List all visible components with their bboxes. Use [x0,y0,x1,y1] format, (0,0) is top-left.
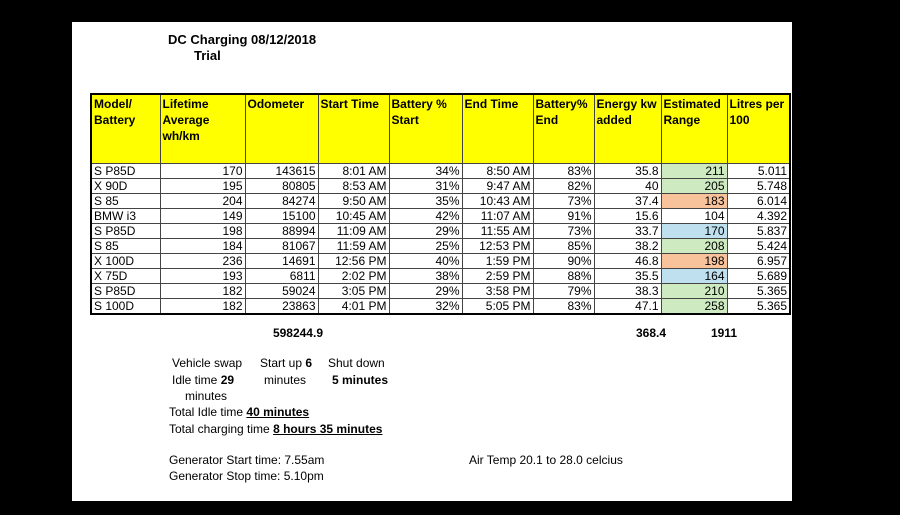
table-cell: 170 [661,224,727,239]
table-cell: 29% [389,284,462,299]
column-header: Litres per 100 [727,94,790,164]
table-cell: 90% [533,254,594,269]
table-cell: 3:05 PM [318,284,389,299]
table-cell: 143615 [245,164,318,179]
table-cell: 31% [389,179,462,194]
table-header-row [91,94,790,164]
generator-start: Generator Start time: 7.55am [169,453,325,467]
table-cell: 210 [661,284,727,299]
table-cell: 35.5 [594,269,661,284]
table-cell: 193 [160,269,245,284]
column-header: Battery % Start [389,94,462,164]
column-header: End Time [462,94,533,164]
table-cell: 83% [533,164,594,179]
table-cell: 6.014 [727,194,790,209]
table-cell: 5:05 PM [462,299,533,315]
table-cell: S P85D [91,164,160,179]
shutdown-label: Shut down [328,356,385,370]
table-row [91,224,790,239]
table-cell: 59024 [245,284,318,299]
table-row [91,299,790,315]
table-row [91,209,790,224]
table-cell: 14691 [245,254,318,269]
table-cell: X 100D [91,254,160,269]
table-cell: 182 [160,284,245,299]
table-cell: 5.365 [727,299,790,315]
table-cell: 81067 [245,239,318,254]
table-cell: 198 [661,254,727,269]
table-row [91,179,790,194]
total-odometer: 598244.9 [272,326,323,340]
table-cell: 5.748 [727,179,790,194]
table-cell: BMW i3 [91,209,160,224]
table-cell: X 90D [91,179,160,194]
table-cell: 37.4 [594,194,661,209]
swap-label: Vehicle swap [172,356,243,370]
table-cell: 73% [533,194,594,209]
startup-unit: minutes [264,373,307,387]
table-cell: 46.8 [594,254,661,269]
table-cell: 9:50 AM [318,194,389,209]
table-cell: S P85D [91,284,160,299]
table-cell: 88% [533,269,594,284]
table-cell: 12:53 PM [462,239,533,254]
table-row [91,254,790,269]
table-cell: 40 [594,179,661,194]
column-header: Model/ Battery [91,94,160,164]
column-header: Lifetime Average wh/km [160,94,245,164]
table-cell: 211 [661,164,727,179]
table-cell: 15.6 [594,209,661,224]
column-header: Estimated Range [661,94,727,164]
table-cell: 3:58 PM [462,284,533,299]
table-cell: 5.424 [727,239,790,254]
table-cell: 12:56 PM [318,254,389,269]
table-cell: 183 [661,194,727,209]
table-cell: 84274 [245,194,318,209]
table-cell: S P85D [91,224,160,239]
column-header: Odometer [245,94,318,164]
table-row [91,239,790,254]
table-cell: 25% [389,239,462,254]
table-cell: 40% [389,254,462,269]
table-cell: 5.011 [727,164,790,179]
column-header: Start Time [318,94,389,164]
table-cell: 149 [160,209,245,224]
table-cell: 5.365 [727,284,790,299]
table-cell: 11:59 AM [318,239,389,254]
table-cell: 42% [389,209,462,224]
table-cell: 73% [533,224,594,239]
total-energy: 368.4 [635,326,666,340]
table-cell: 79% [533,284,594,299]
table-cell: 85% [533,239,594,254]
idle-time: Idle time 29 [172,373,235,387]
table-cell: 2:59 PM [462,269,533,284]
table-cell: 195 [160,179,245,194]
table-cell: 38.3 [594,284,661,299]
table-cell: 9:47 AM [462,179,533,194]
startup-time: Start up 6 [260,356,313,370]
table-cell: 258 [661,299,727,315]
table-cell: 10:43 AM [462,194,533,209]
shutdown-value: 5 minutes [332,373,389,387]
table-cell: 5.689 [727,269,790,284]
table-cell: 8:50 AM [462,164,533,179]
table-cell: 11:09 AM [318,224,389,239]
table-cell: 10:45 AM [318,209,389,224]
column-header: Energy kw added [594,94,661,164]
table-cell: 2:02 PM [318,269,389,284]
table-cell: 83% [533,299,594,315]
table-cell: 88994 [245,224,318,239]
table-cell: 11:55 AM [462,224,533,239]
table-cell: 34% [389,164,462,179]
table-cell: 4.392 [727,209,790,224]
table-row [91,194,790,209]
document-title: DC Charging 08/12/2018 [168,32,317,47]
charging-table [90,93,791,315]
document-subtitle: Trial [194,48,221,63]
table-cell: 182 [160,299,245,315]
table-cell: S 85 [91,239,160,254]
column-header: Battery% End [533,94,594,164]
generator-stop: Generator Stop time: 5.10pm [169,469,324,483]
table-cell: 208 [661,239,727,254]
table-cell: 35.8 [594,164,661,179]
table-cell: 184 [160,239,245,254]
table-cell: 104 [661,209,727,224]
table-cell: 82% [533,179,594,194]
table-cell: 4:01 PM [318,299,389,315]
table-row [91,284,790,299]
table-cell: 91% [533,209,594,224]
table-cell: 38% [389,269,462,284]
table-cell: 8:53 AM [318,179,389,194]
table-cell: 29% [389,224,462,239]
table-cell: 6811 [245,269,318,284]
table-cell: S 100D [91,299,160,315]
table-cell: 6.957 [727,254,790,269]
table-row [91,164,790,179]
table-cell: 236 [160,254,245,269]
idle-unit: minutes [185,389,228,403]
table-cell: 198 [160,224,245,239]
table-cell: 47.1 [594,299,661,315]
air-temp: Air Temp 20.1 to 28.0 celcius [469,453,623,467]
table-cell: 38.2 [594,239,661,254]
total-idle-time: Total Idle time 40 minutes [169,405,310,419]
table-cell: 32% [389,299,462,315]
table-cell: 35% [389,194,462,209]
table-cell: X 75D [91,269,160,284]
table-cell: 23863 [245,299,318,315]
table-cell: 1:59 PM [462,254,533,269]
table-cell: 15100 [245,209,318,224]
table-cell: 170 [160,164,245,179]
table-cell: 11:07 AM [462,209,533,224]
table-cell: S 85 [91,194,160,209]
table-cell: 80805 [245,179,318,194]
table-cell: 33.7 [594,224,661,239]
table-cell: 205 [661,179,727,194]
total-range: 1911 [710,326,737,340]
table-cell: 8:01 AM [318,164,389,179]
total-charging-time: Total charging time 8 hours 35 minutes [169,422,383,436]
table-cell: 5.837 [727,224,790,239]
table-cell: 164 [661,269,727,284]
document-page [72,22,792,501]
table-row [91,269,790,284]
table-cell: 204 [160,194,245,209]
